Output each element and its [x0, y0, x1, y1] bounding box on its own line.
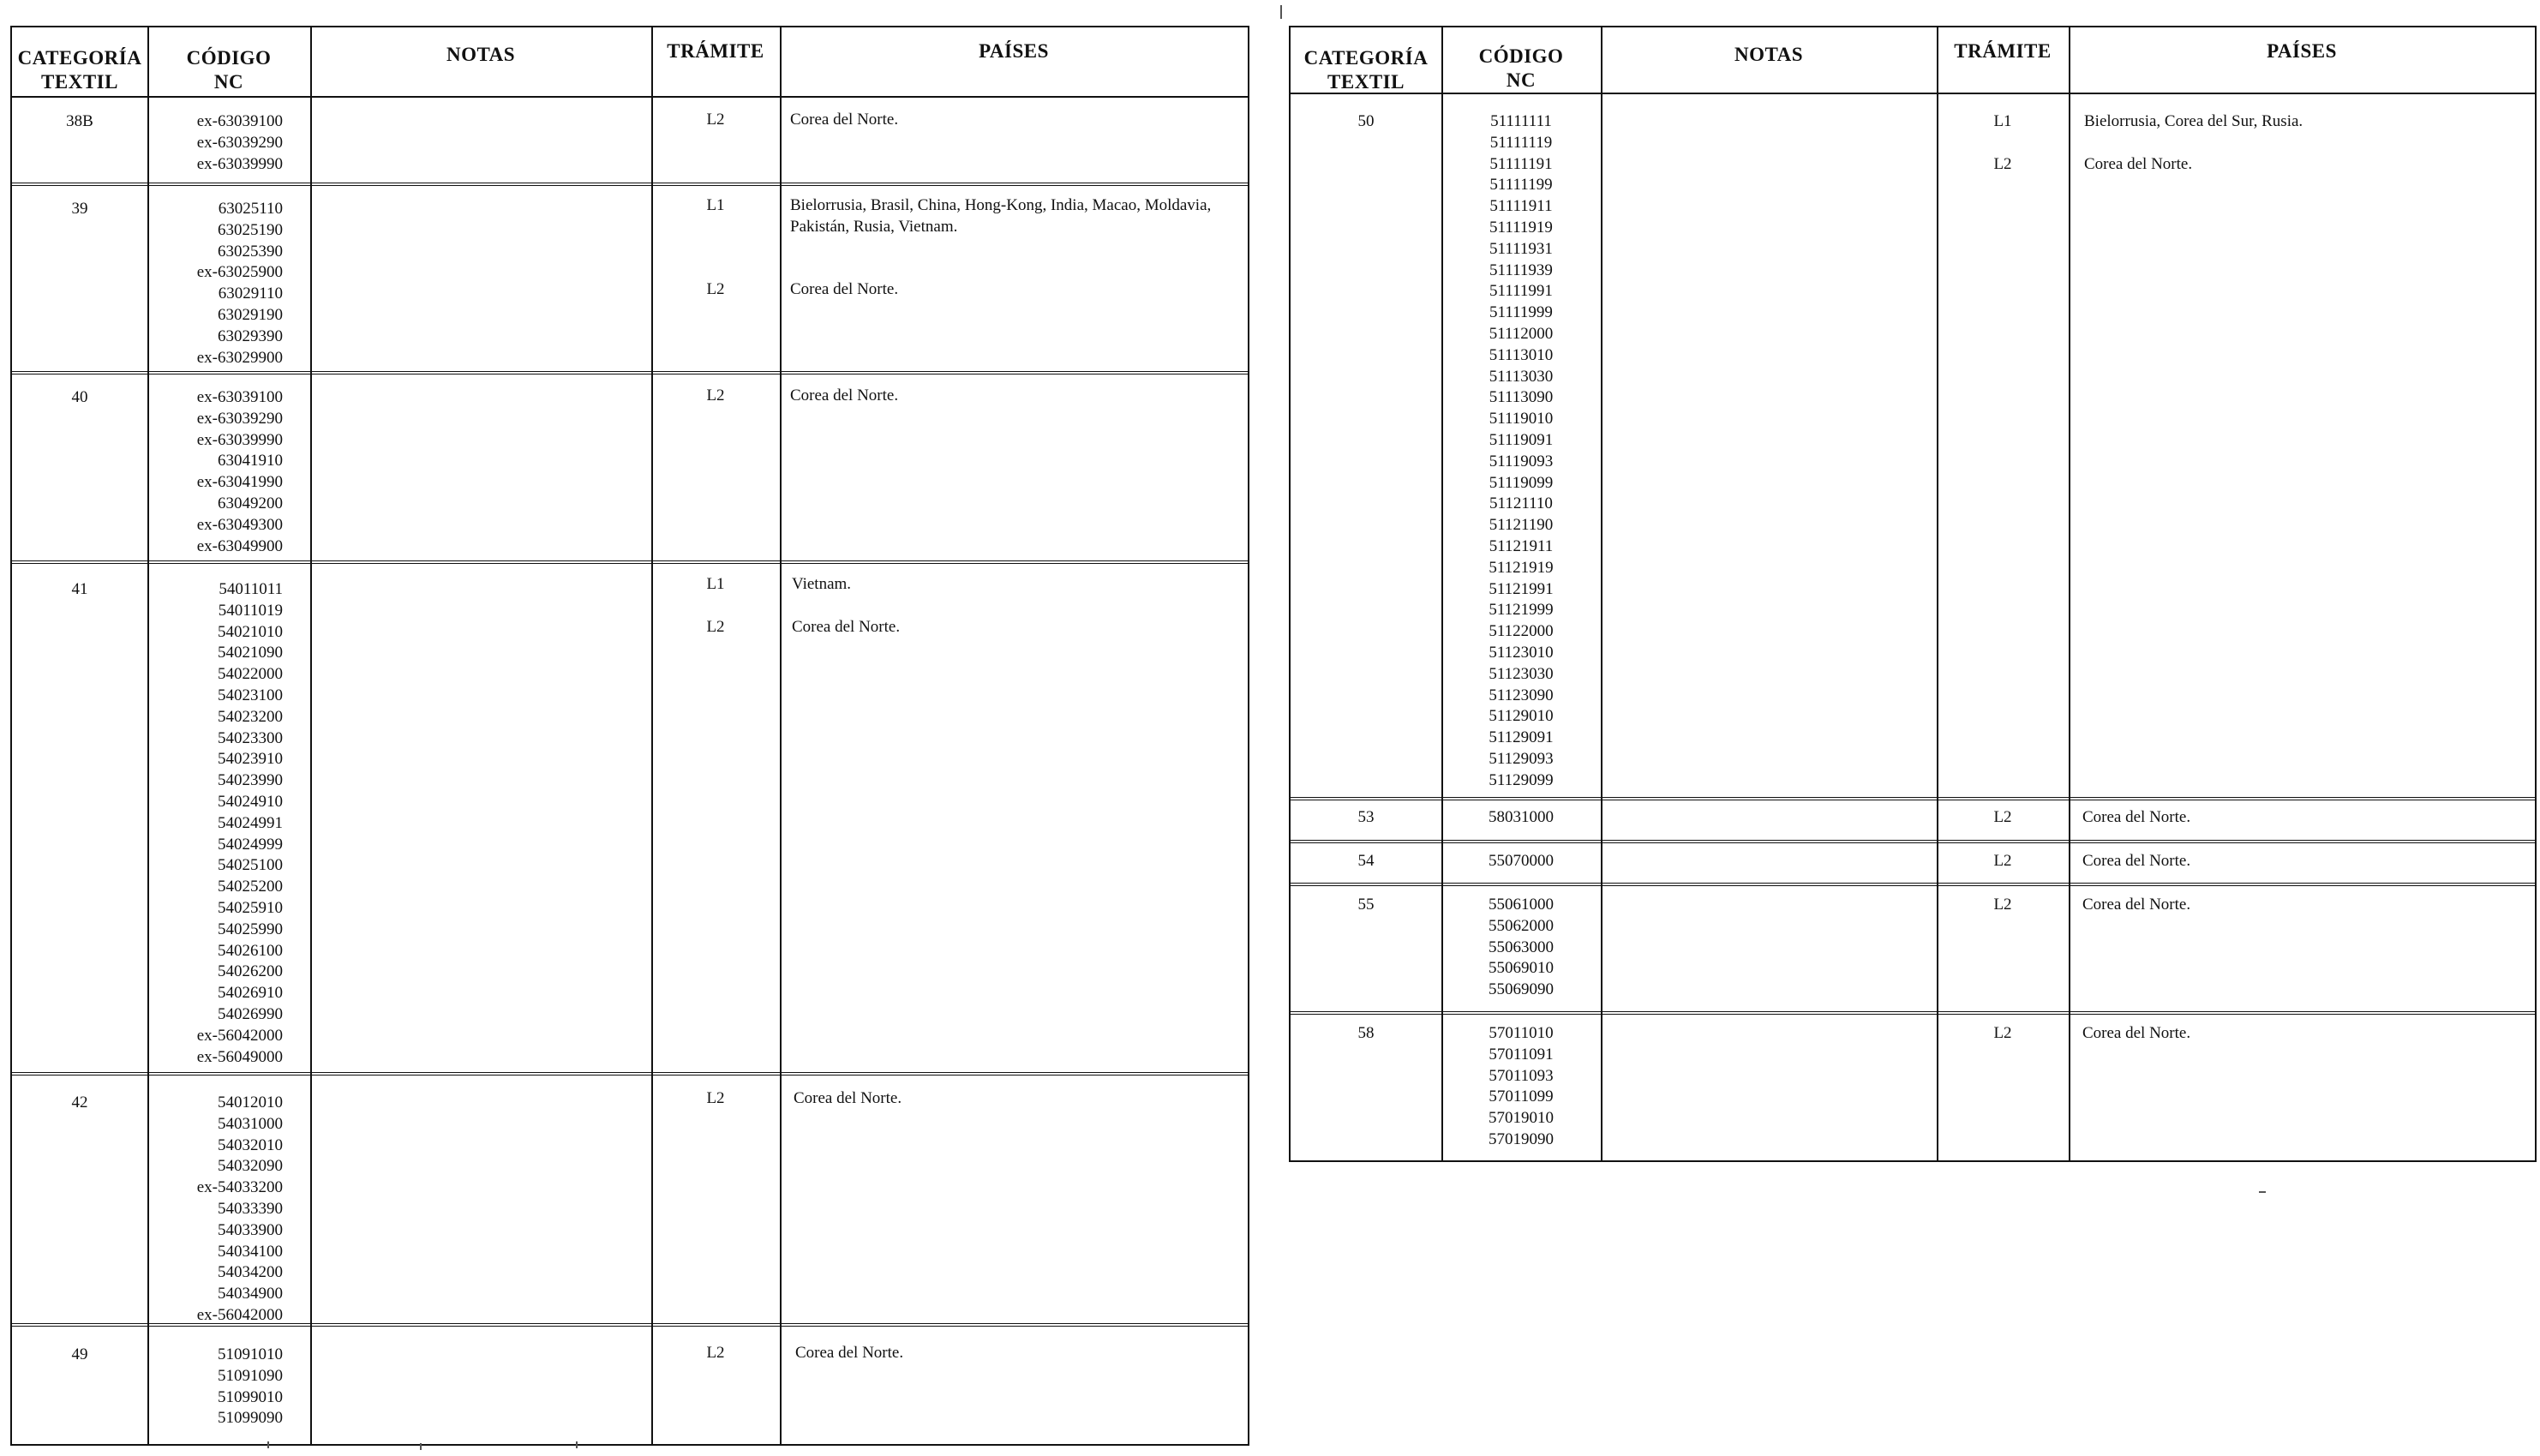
row-divider: [1291, 1011, 2535, 1015]
row-divider: [12, 560, 1248, 564]
categoria-cell: 40: [71, 388, 88, 406]
categoria-cell: 54: [1357, 852, 1375, 870]
paises-cell: Bielorrusia, Corea del Sur, Rusia.: [2084, 112, 2303, 130]
categoria-cell: 39: [71, 200, 88, 218]
column-divider: [651, 27, 653, 1444]
tramite-cell: L2: [1993, 155, 2012, 173]
header-tramite: TRÁMITE: [667, 40, 764, 62]
header-paises: PAÍSES: [2267, 40, 2337, 62]
column-divider: [310, 27, 312, 1444]
tramite-cell: L2: [706, 1344, 725, 1362]
tramite-cell: L2: [706, 1089, 725, 1107]
tramite-cell: L2: [706, 386, 725, 404]
header-paises: PAÍSES: [979, 40, 1049, 62]
header-categoria: CATEGORÍA TEXTIL: [17, 47, 142, 93]
tramite-cell: L2: [706, 280, 725, 298]
tramite-cell: L2: [1993, 1024, 2012, 1042]
header-notas: NOTAS: [446, 44, 516, 65]
right-table: [1289, 26, 2537, 1162]
tramite-cell: L1: [706, 196, 725, 214]
column-divider: [780, 27, 782, 1444]
categoria-cell: 50: [1357, 112, 1375, 130]
row-divider: [1291, 797, 2535, 800]
categoria-cell: 41: [71, 580, 88, 598]
codigo-cell: 55061000 55062000 55063000 55069010 55069090: [1489, 896, 1554, 999]
tramite-cell: L2: [706, 111, 725, 129]
paises-cell: Corea del Norte.: [790, 111, 899, 129]
header-tramite: TRÁMITE: [1954, 40, 2052, 62]
paises-cell: Corea del Norte.: [2082, 896, 2191, 914]
scan-mark: [420, 1443, 422, 1450]
categoria-cell: 58: [1357, 1024, 1375, 1042]
codigo-cell: 51111111 51111119 51111191 51111199 51111911 51111919 51111931 51111939 51111991 51111999 51112000 51113010 51113030 51113090 51119010 51119091 51119093 51119099 51121110 51121190 51121911 51121919 51121991 51121999 51122000 51123010 51123030 51123090 51129010 51129091 51129093 51129099: [1489, 112, 1554, 789]
column-divider: [1601, 27, 1602, 1160]
row-divider: [1291, 883, 2535, 886]
scan-mark: [576, 1441, 578, 1448]
scan-mark: [267, 1441, 269, 1448]
codigo-cell: 57011010 57011091 57011093 57011099 57019010 57019090: [1489, 1024, 1554, 1148]
tramite-cell: L2: [1993, 896, 2012, 914]
categoria-cell: 38B: [66, 112, 93, 130]
categoria-cell: 49: [71, 1345, 88, 1363]
codigo-cell: ex-63039100 ex-63039290 ex-63039990 63041910 ex-63041990 63049200 ex-63049300 ex-63049900: [196, 388, 283, 555]
row-divider: [12, 1072, 1248, 1076]
row-divider: [12, 371, 1248, 374]
scan-mark: [2259, 1191, 2266, 1193]
codigo-cell: 63025110 63025190 63025390 ex-63025900 63029110 63029190 63029390 ex-63029900: [196, 200, 283, 367]
row-divider: [12, 183, 1248, 186]
tramite-cell: L1: [706, 575, 725, 593]
codigo-cell: ex-63039100 ex-63039290 ex-63039990: [196, 112, 283, 173]
codigo-cell: 51091010 51091090 51099010 51099090: [218, 1345, 283, 1428]
codigo-cell: 55070000: [1489, 852, 1554, 870]
header-divider: [1291, 93, 2535, 94]
paises-cell: Corea del Norte.: [792, 618, 901, 636]
paises-cell: Corea del Norte.: [795, 1344, 904, 1362]
row-divider: [1291, 840, 2535, 843]
scan-mark: [1280, 5, 1282, 19]
codigo-cell: 54012010 54031000 54032010 54032090 ex-54033200 54033390 54033900 54034100 54034200 54034900 ex-56042000: [196, 1093, 283, 1324]
paises-cell: Corea del Norte.: [2084, 155, 2193, 173]
categoria-cell: 53: [1357, 808, 1375, 826]
codigo-cell: 58031000: [1489, 808, 1554, 826]
column-divider: [1937, 27, 1938, 1160]
paises-cell: Corea del Norte.: [2082, 852, 2191, 870]
paises-cell: Bielorrusia, Brasil, China, Hong-Kong, India, Macao, Moldavia, Pakistán, Rusia, Vietnam.: [790, 196, 1212, 236]
paises-cell: Vietnam.: [792, 575, 852, 593]
header-divider: [12, 96, 1248, 98]
categoria-cell: 55: [1357, 896, 1375, 914]
header-codigo: CÓDIGO NC: [186, 47, 272, 93]
column-divider: [2069, 27, 2070, 1160]
header-categoria: CATEGORÍA TEXTIL: [1303, 47, 1429, 93]
tramite-cell: L2: [706, 618, 725, 636]
tramite-cell: L1: [1993, 112, 2012, 130]
header-notas: NOTAS: [1734, 44, 1804, 65]
tramite-cell: L2: [1993, 808, 2012, 826]
paises-cell: Corea del Norte.: [794, 1089, 902, 1107]
paises-cell: Corea del Norte.: [790, 386, 899, 404]
paises-cell: Corea del Norte.: [2082, 808, 2191, 826]
left-table: [10, 26, 1249, 1446]
tramite-cell: L2: [1993, 852, 2012, 870]
paises-cell: Corea del Norte.: [2082, 1024, 2191, 1042]
codigo-cell: 54011011 54011019 54021010 54021090 54022000 54023100 54023200 54023300 54023910 54023990 54024910 54024991 54024999 54025100 54025200 54025910 54025990 54026100 54026200 54026910 54026990 ex-56042000 ex-56049000: [196, 580, 283, 1066]
categoria-cell: 42: [71, 1093, 88, 1111]
header-codigo: CÓDIGO NC: [1478, 45, 1564, 91]
paises-cell: Corea del Norte.: [790, 280, 899, 298]
